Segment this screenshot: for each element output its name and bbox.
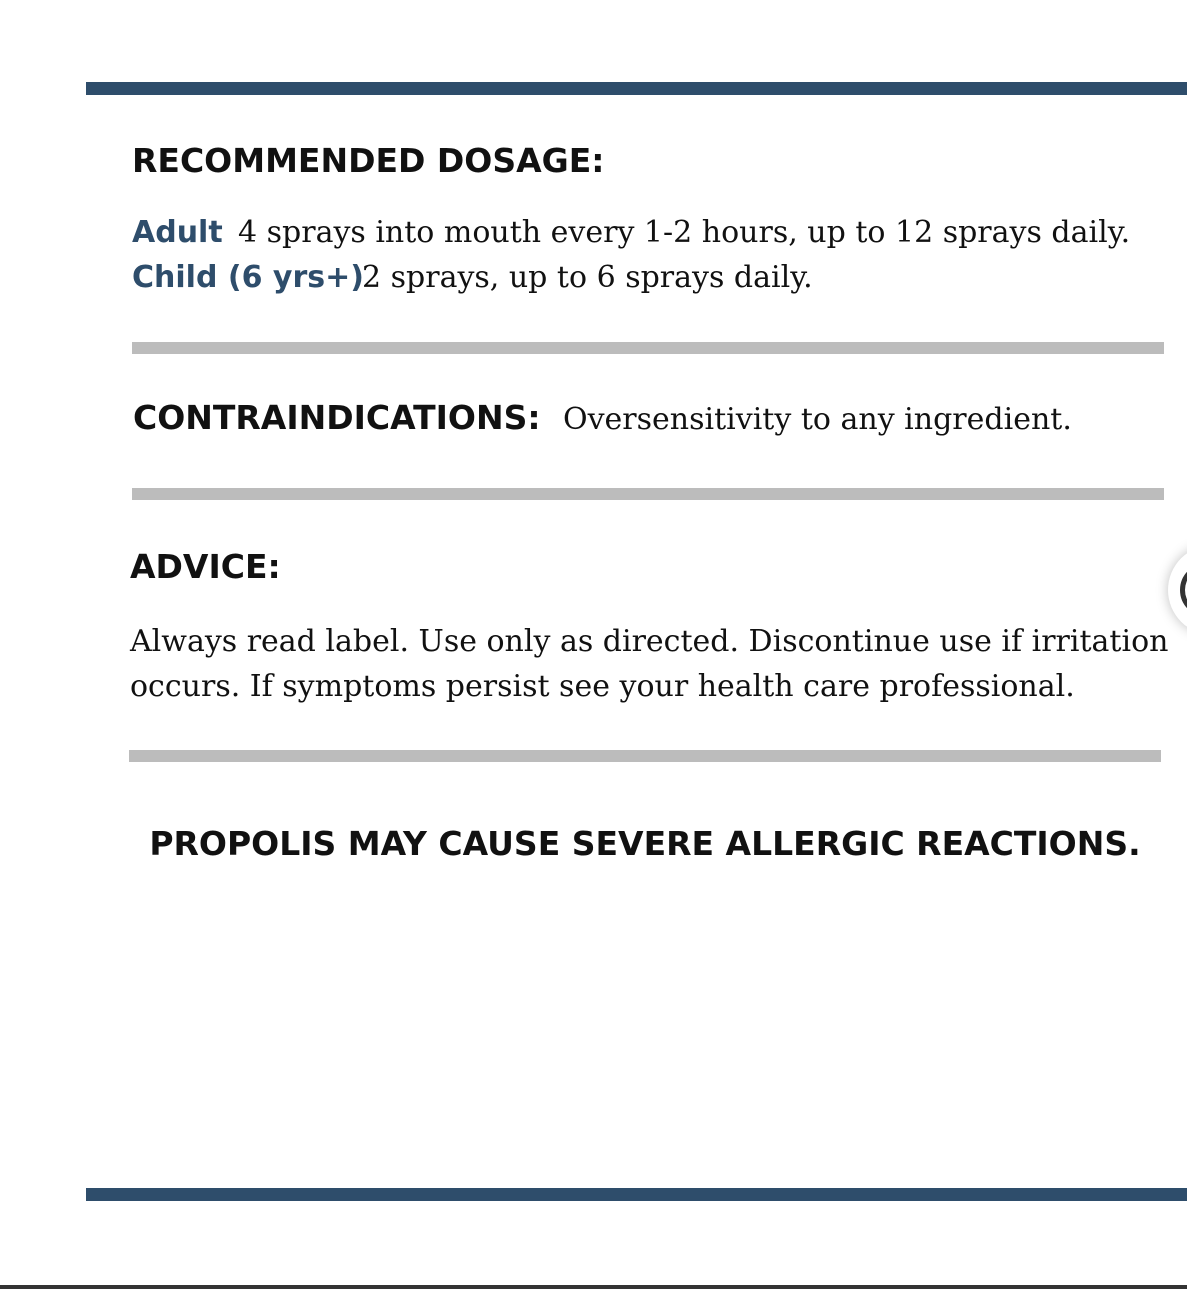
- section-divider: [129, 750, 1161, 762]
- child-label: Child (6 yrs+): [132, 260, 364, 295]
- contraindications-text: Oversensitivity to any ingredient.: [563, 402, 1072, 437]
- section-divider: [132, 488, 1164, 500]
- circle-button-ring: [1180, 563, 1187, 617]
- bottom-divider: [86, 1188, 1187, 1201]
- contraindications-row: [133, 398, 1072, 437]
- advice-text: Always read label. Use only as directed. Discontinue use if irritation occurs. If symptoms persist see your health care professional.: [130, 624, 1169, 704]
- advice-heading: ADVICE:: [130, 547, 281, 586]
- adult-label: Adult: [132, 215, 223, 250]
- child-dosage-text: 2 sprays, up to 6 sprays daily.: [362, 260, 813, 295]
- adult-dosage-text: 4 sprays into mouth every 1-2 hours, up to 12 sprays daily.: [238, 215, 1131, 250]
- contraindications-heading: CONTRAINDICATIONS:: [133, 398, 541, 437]
- page-bottom-border: [0, 1285, 1187, 1289]
- top-divider: [86, 82, 1187, 95]
- dosage-child-row: [132, 260, 813, 295]
- section-divider: [132, 342, 1164, 354]
- allergy-warning: PROPOLIS MAY CAUSE SEVERE ALLERGIC REACTIONS.: [149, 824, 1141, 863]
- dosage-adult-row: [132, 215, 1131, 250]
- dosage-heading: RECOMMENDED DOSAGE:: [132, 141, 605, 180]
